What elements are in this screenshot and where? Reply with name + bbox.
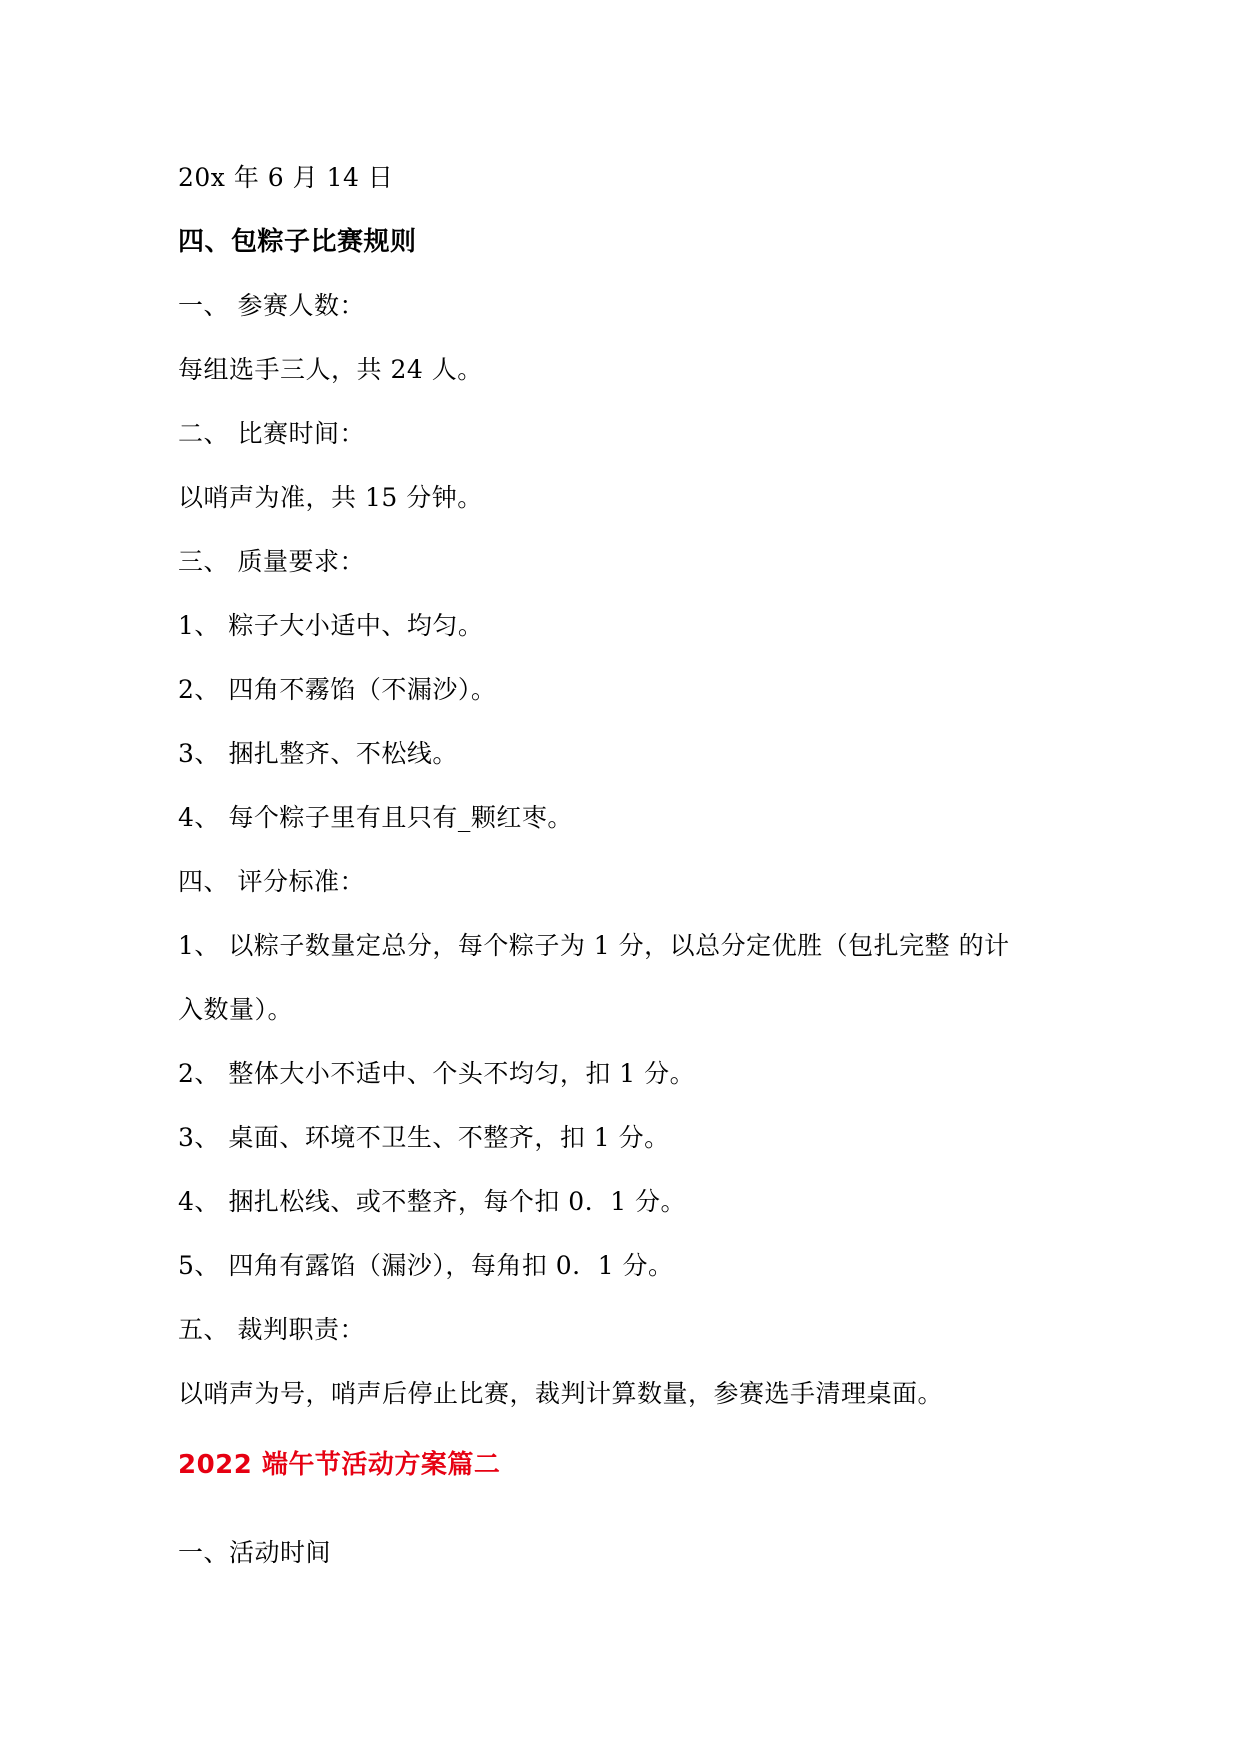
quality-item-2: 2、 四角不霧馅（不漏沙）。 bbox=[178, 675, 497, 704]
section-heading: 四、包粽子比赛规则 bbox=[178, 227, 417, 257]
scoring-item-4: 4、 捆扎松线、或不整齐，每个扣 0．1 分。 bbox=[178, 1187, 687, 1216]
quality-item-4: 4、 每个粽子里有且只有_颗红枣。 bbox=[178, 803, 573, 832]
scoring-item-2: 2、 整体大小不适中、个头不均匀，扣 1 分。 bbox=[178, 1059, 696, 1088]
item-time-text: 以哨声为准，共 15 分钟。 bbox=[178, 483, 483, 512]
item-participants-text: 每组选手三人，共 24 人。 bbox=[178, 355, 483, 384]
quality-item-3: 3、 捆扎整齐、不松线。 bbox=[178, 739, 458, 768]
red-section-heading: 2022 端午节活动方案篇二 bbox=[178, 1450, 501, 1480]
item-participants-heading: 一、 参赛人数： bbox=[178, 291, 365, 320]
scoring-item-5: 5、 四角有露馅（漏沙），每角扣 0．1 分。 bbox=[178, 1251, 674, 1280]
scoring-item-3: 3、 桌面、环境不卫生、不整齐，扣 1 分。 bbox=[178, 1123, 670, 1152]
item-time-heading: 二、 比赛时间： bbox=[178, 419, 365, 448]
scoring-item-1-continued: 入数量）。 bbox=[178, 995, 294, 1024]
date-line: 20x 年 6 月 14 日 bbox=[178, 163, 394, 192]
item-referee-text: 以哨声为号，哨声后停止比赛，裁判计算数量，参赛选手清理桌面。 bbox=[178, 1379, 944, 1408]
item-quality-heading: 三、 质量要求： bbox=[178, 547, 365, 576]
scoring-item-1: 1、 以粽子数量定总分，每个粽子为 1 分，以总分定优胜（包扎完整 的计 bbox=[178, 931, 1010, 960]
item-scoring-heading: 四、 评分标准： bbox=[178, 867, 365, 896]
activity-time-heading: 一、活动时间 bbox=[178, 1538, 332, 1567]
item-referee-heading: 五、 裁判职责： bbox=[178, 1315, 365, 1344]
quality-item-1: 1、 粽子大小适中、均匀。 bbox=[178, 611, 484, 640]
